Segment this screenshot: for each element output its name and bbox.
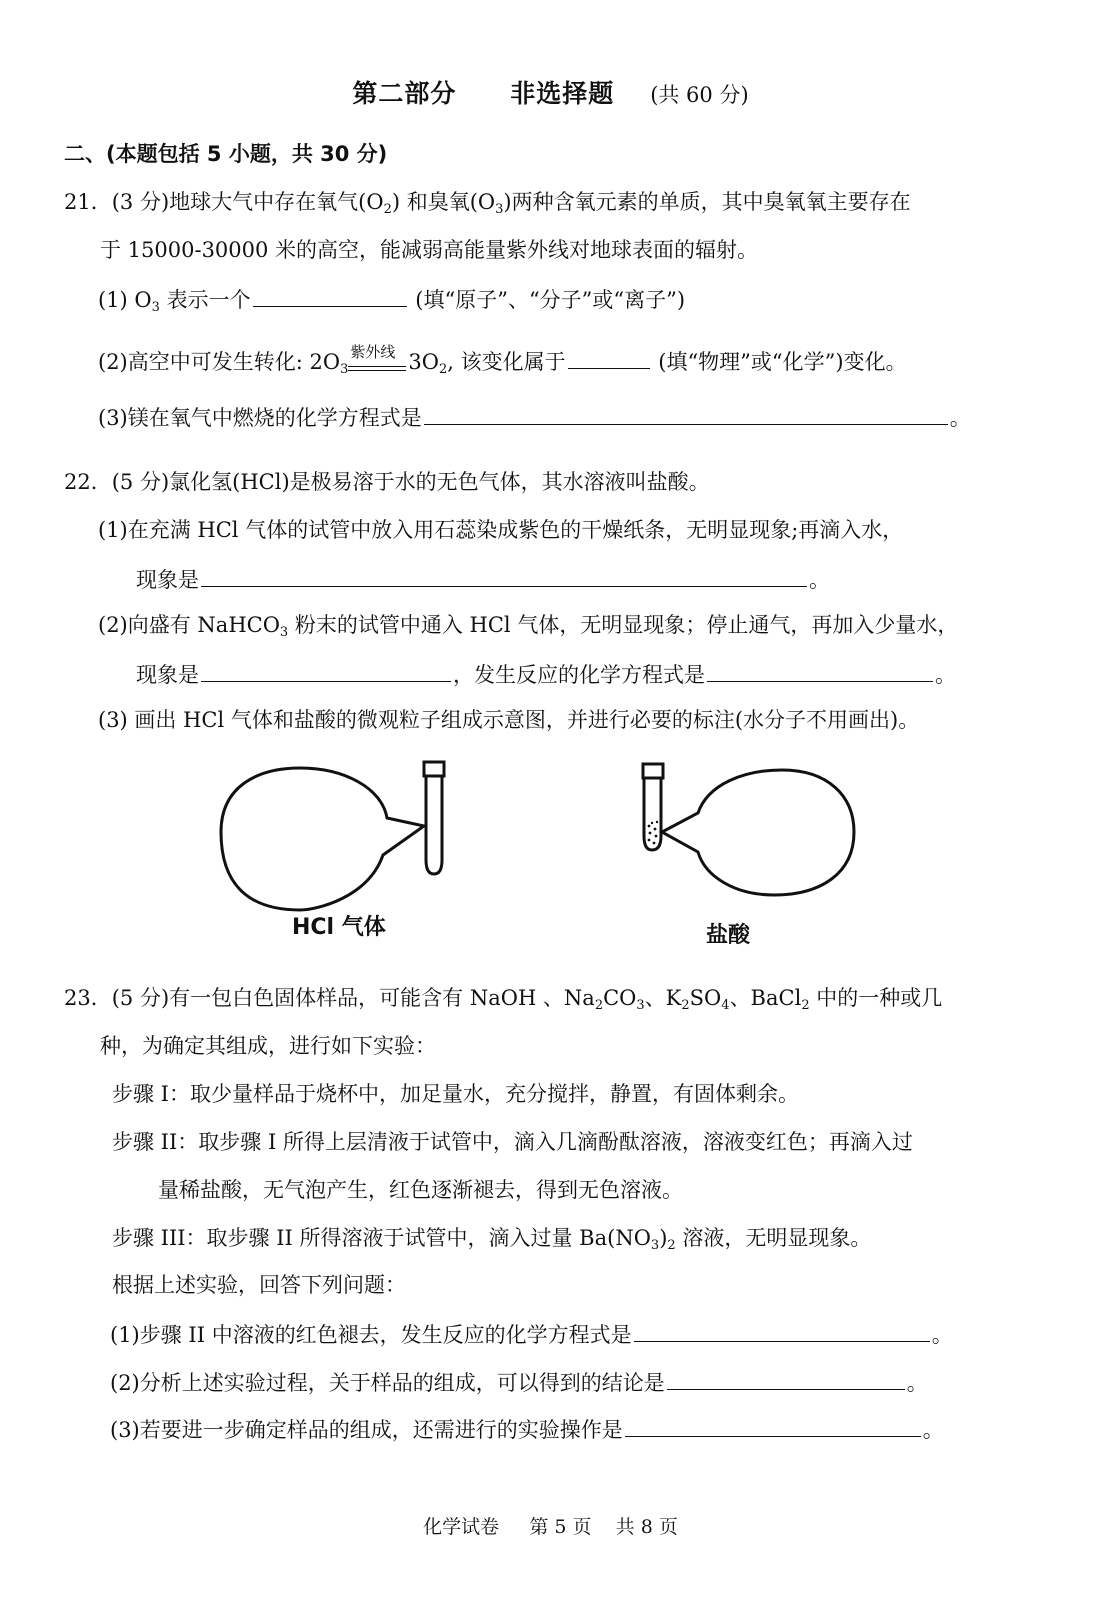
page-title bbox=[0, 74, 1101, 110]
q23-answer-blank-1[interactable] bbox=[634, 1319, 930, 1342]
q21-part1: (1) $O_3$ 表示一个 (填“原子”、“分子”或“离子”) bbox=[98, 284, 685, 314]
q22-part1-line2: 现象是 。 bbox=[136, 564, 830, 594]
q22-intro: 22．(5 分)氯化氢(HCl)是极易溶于水的无色气体，其水溶液叫盐酸。 bbox=[64, 470, 710, 494]
q21-answer-blank-2[interactable] bbox=[568, 346, 650, 369]
page-footer: 化学试卷 第 5 页 共 8 页 bbox=[423, 1516, 678, 1538]
q23-answer-blank-2[interactable] bbox=[667, 1367, 905, 1390]
q21-answer-blank-1[interactable] bbox=[253, 284, 407, 307]
q21-part2: (2)高空中可发生转化: $2O_3$ 紫外线 $3O_2$, 该变化属于 (填“物理”或“化学”)变化。 bbox=[98, 342, 907, 377]
q23-intro-line1: 23．(5 分)有一包白色固体样品，可能含有 NaOH 、$Na_2CO_3$、$K_2SO_4$、BaCl$_2$ 中的一种或几 bbox=[64, 986, 943, 1013]
q22-answer-blank-1[interactable] bbox=[201, 564, 807, 587]
q23-step3: 步骤 III：取步骤 II 所得溶液于试管中，滴入过量 $Ba(NO_3)_2$ 溶液，无明显现象。 bbox=[112, 1226, 872, 1253]
q22-part2-line2: 现象是 ，发生反应的化学方程式是 。 bbox=[136, 659, 956, 689]
q22-part2-line1: (2)向盛有 NaHCO$_3$ 粉末的试管中通入 HCl 气体，无明显现象；停止通气，再加入少量水， bbox=[98, 613, 959, 640]
hydrochloric-acid-test-tube bbox=[643, 764, 663, 850]
q21-part3: (3)镁在氧气中燃烧的化学方程式是 。 bbox=[98, 402, 971, 432]
q23-part2: (2)分析上述实验过程，关于样品的组成，可以得到的结论是 。 bbox=[110, 1367, 928, 1397]
total-points: (共 60 分) bbox=[650, 83, 749, 107]
q21-intro-line1: 21．(3 分)地球大气中存在氧气$(O_2)$ 和臭氧$(O_3)$两种含氧元素的单质，其中臭氧氧主要存在 bbox=[64, 190, 911, 217]
q21-intro-line2: 于 15000-30000 米的高空，能减弱高能量紫外线对地球表面的辐射。 bbox=[100, 238, 759, 262]
q22-part1-line1: (1)在充满 HCl 气体的试管中放入用石蕊染成紫色的干燥纸条，无明显现象;再滴入水， bbox=[98, 518, 904, 542]
q23-step2-line1: 步骤 II：取步骤 I 所得上层清液于试管中，滴入几滴酚酞溶液，溶液变红色；再滴入过 bbox=[112, 1130, 913, 1154]
part-label: 第二部分 bbox=[352, 79, 457, 108]
q23-step2-line2: 量稀盐酸，无气泡产生，红色逐渐褪去，得到无色溶液。 bbox=[158, 1178, 683, 1202]
hcl-figure bbox=[0, 750, 1101, 960]
q23-answer-blank-3[interactable] bbox=[625, 1414, 921, 1437]
q23-part1: (1)步骤 II 中溶液的红色褪去，发生反应的化学方程式是 。 bbox=[110, 1319, 953, 1349]
q21-answer-blank-3[interactable] bbox=[424, 402, 948, 425]
hcl-gas-test-tube bbox=[424, 762, 444, 874]
hydrochloric-acid-caption: 盐酸 bbox=[706, 923, 751, 948]
q23-intro-line2: 种，为确定其组成，进行如下实验： bbox=[100, 1034, 436, 1058]
q22-part3: (3) 画出 HCl 气体和盐酸的微观粒子组成示意图，并进行必要的标注(水分子不用画出)。 bbox=[98, 708, 920, 732]
q22-answer-blank-3[interactable] bbox=[707, 659, 933, 682]
hcl-gas-bubble bbox=[221, 768, 424, 910]
hcl-gas-caption: HCl 气体 bbox=[292, 915, 386, 940]
q22-answer-blank-2[interactable] bbox=[201, 659, 451, 682]
section-name: 非选择题 bbox=[510, 79, 615, 108]
q23-step1: 步骤 I：取少量样品于烧杯中，加足量水，充分搅拌，静置，有固体剩余。 bbox=[112, 1082, 799, 1106]
hydrochloric-acid-bubble bbox=[662, 770, 854, 895]
q23-part3: (3)若要进一步确定样品的组成，还需进行的实验操作是 。 bbox=[110, 1414, 944, 1444]
section-heading: 二、(本题包括 5 小题，共 30 分) bbox=[64, 142, 388, 166]
q23-answer-prompt: 根据上述实验，回答下列问题： bbox=[112, 1273, 406, 1297]
reaction-condition: 紫外线 bbox=[348, 350, 408, 378]
